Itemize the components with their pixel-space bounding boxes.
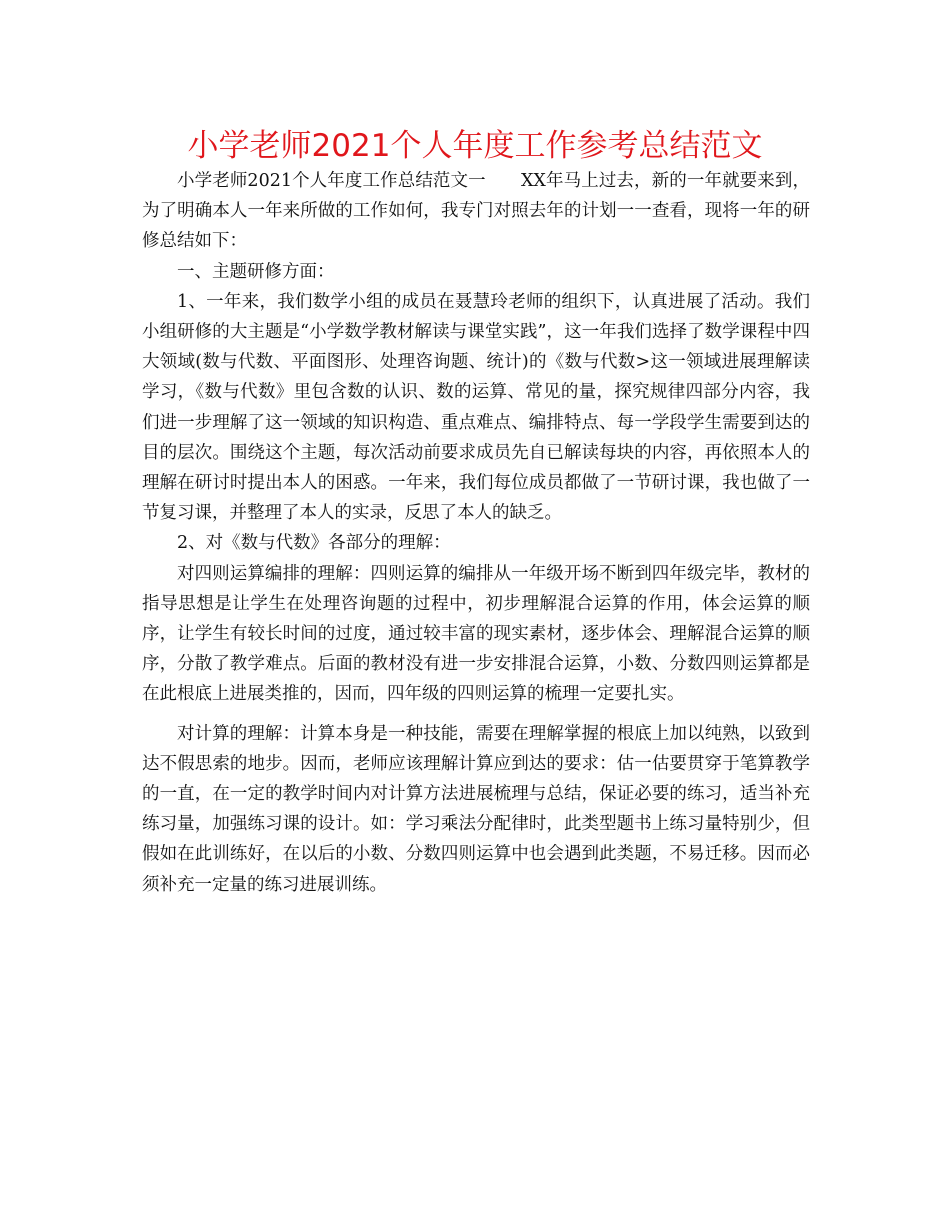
paragraph-section-heading: 一、主题研修方面： [177,261,335,282]
document-title: 小学老师2021个人年度工作参考总结范文 [187,128,763,164]
paragraph-subheading: 2、对《数与代数》各部分的理解： [177,533,451,554]
paragraph-calculation: 对计算的理解：计算本身是一种技能，需要在理解掌握的根底上加以纯熟，以致到达不假思索的地步。因而，老师应该理解计算应到达的要求：估一估要贯穿于笔算教学的一直，在一定的教学时间内对计算方法进展梳理与总结，保证必要的练习，适当补充练习量，加强练习课的设计。如：学习乘法分配律时，此类型题书上练习量特别少，但假如在此训练好，在以后的小数、分数四则运算中也会遇到此类题，不易迁移。因而必须补充一定量的练习进展训练。 [142,723,810,895]
paragraph-intro: 小学老师2021个人年度工作总结范文一 XX年马上过去，新的一年就要来到，为了明确本人一年来所做的工作如何，我专门对照去年的计划一一查看，现将一年的研修总结如下： [142,171,810,252]
paragraph-arithmetic: 对四则运算编排的理解：四则运算的编排从一年级开场不断到四年级完毕，教材的指导思想是让学生在处理咨询题的过程中，初步理解混合运算的作用，体会运算的顺序，让学生有较长时间的过度，通过较丰富的现实素材，逐步体会、理解混合运算的顺序，分散了教学难点。后面的教材没有进一步安排混合运算，小数、分数四则运算都是在此根底上进展类推的，因而，四年级的四则运算的梳理一定要扎实。 [142,563,810,705]
paragraph-research-topic: 1、一年来，我们数学小组的成员在聂慧玲老师的组织下，认真进展了活动。我们小组研修的大主题是“小学数学教材解读与课堂实践”，这一年我们选择了数学课程中四大领域(数与代数、平面图形、处理咨询题、统计)的《数与代数>这一领域进展理解读学习，《数与代数》里包含数的认识、数的运算、常见的量，探究规律四部分内容，我们进一步理解了这一领域的知识构造、重点难点、编排特点、每一学段学生需要到达的目的层次。围绕这个主题，每次活动前要求成员先自已解读每块的内容，再依照本人的理解在研讨时提出本人的困惑。一年来，我们每位成员都做了一节研讨课，我也做了一节复习课，并整理了本人的实录，反思了本人的缺乏。 [142,291,810,524]
document-body [142,166,810,900]
